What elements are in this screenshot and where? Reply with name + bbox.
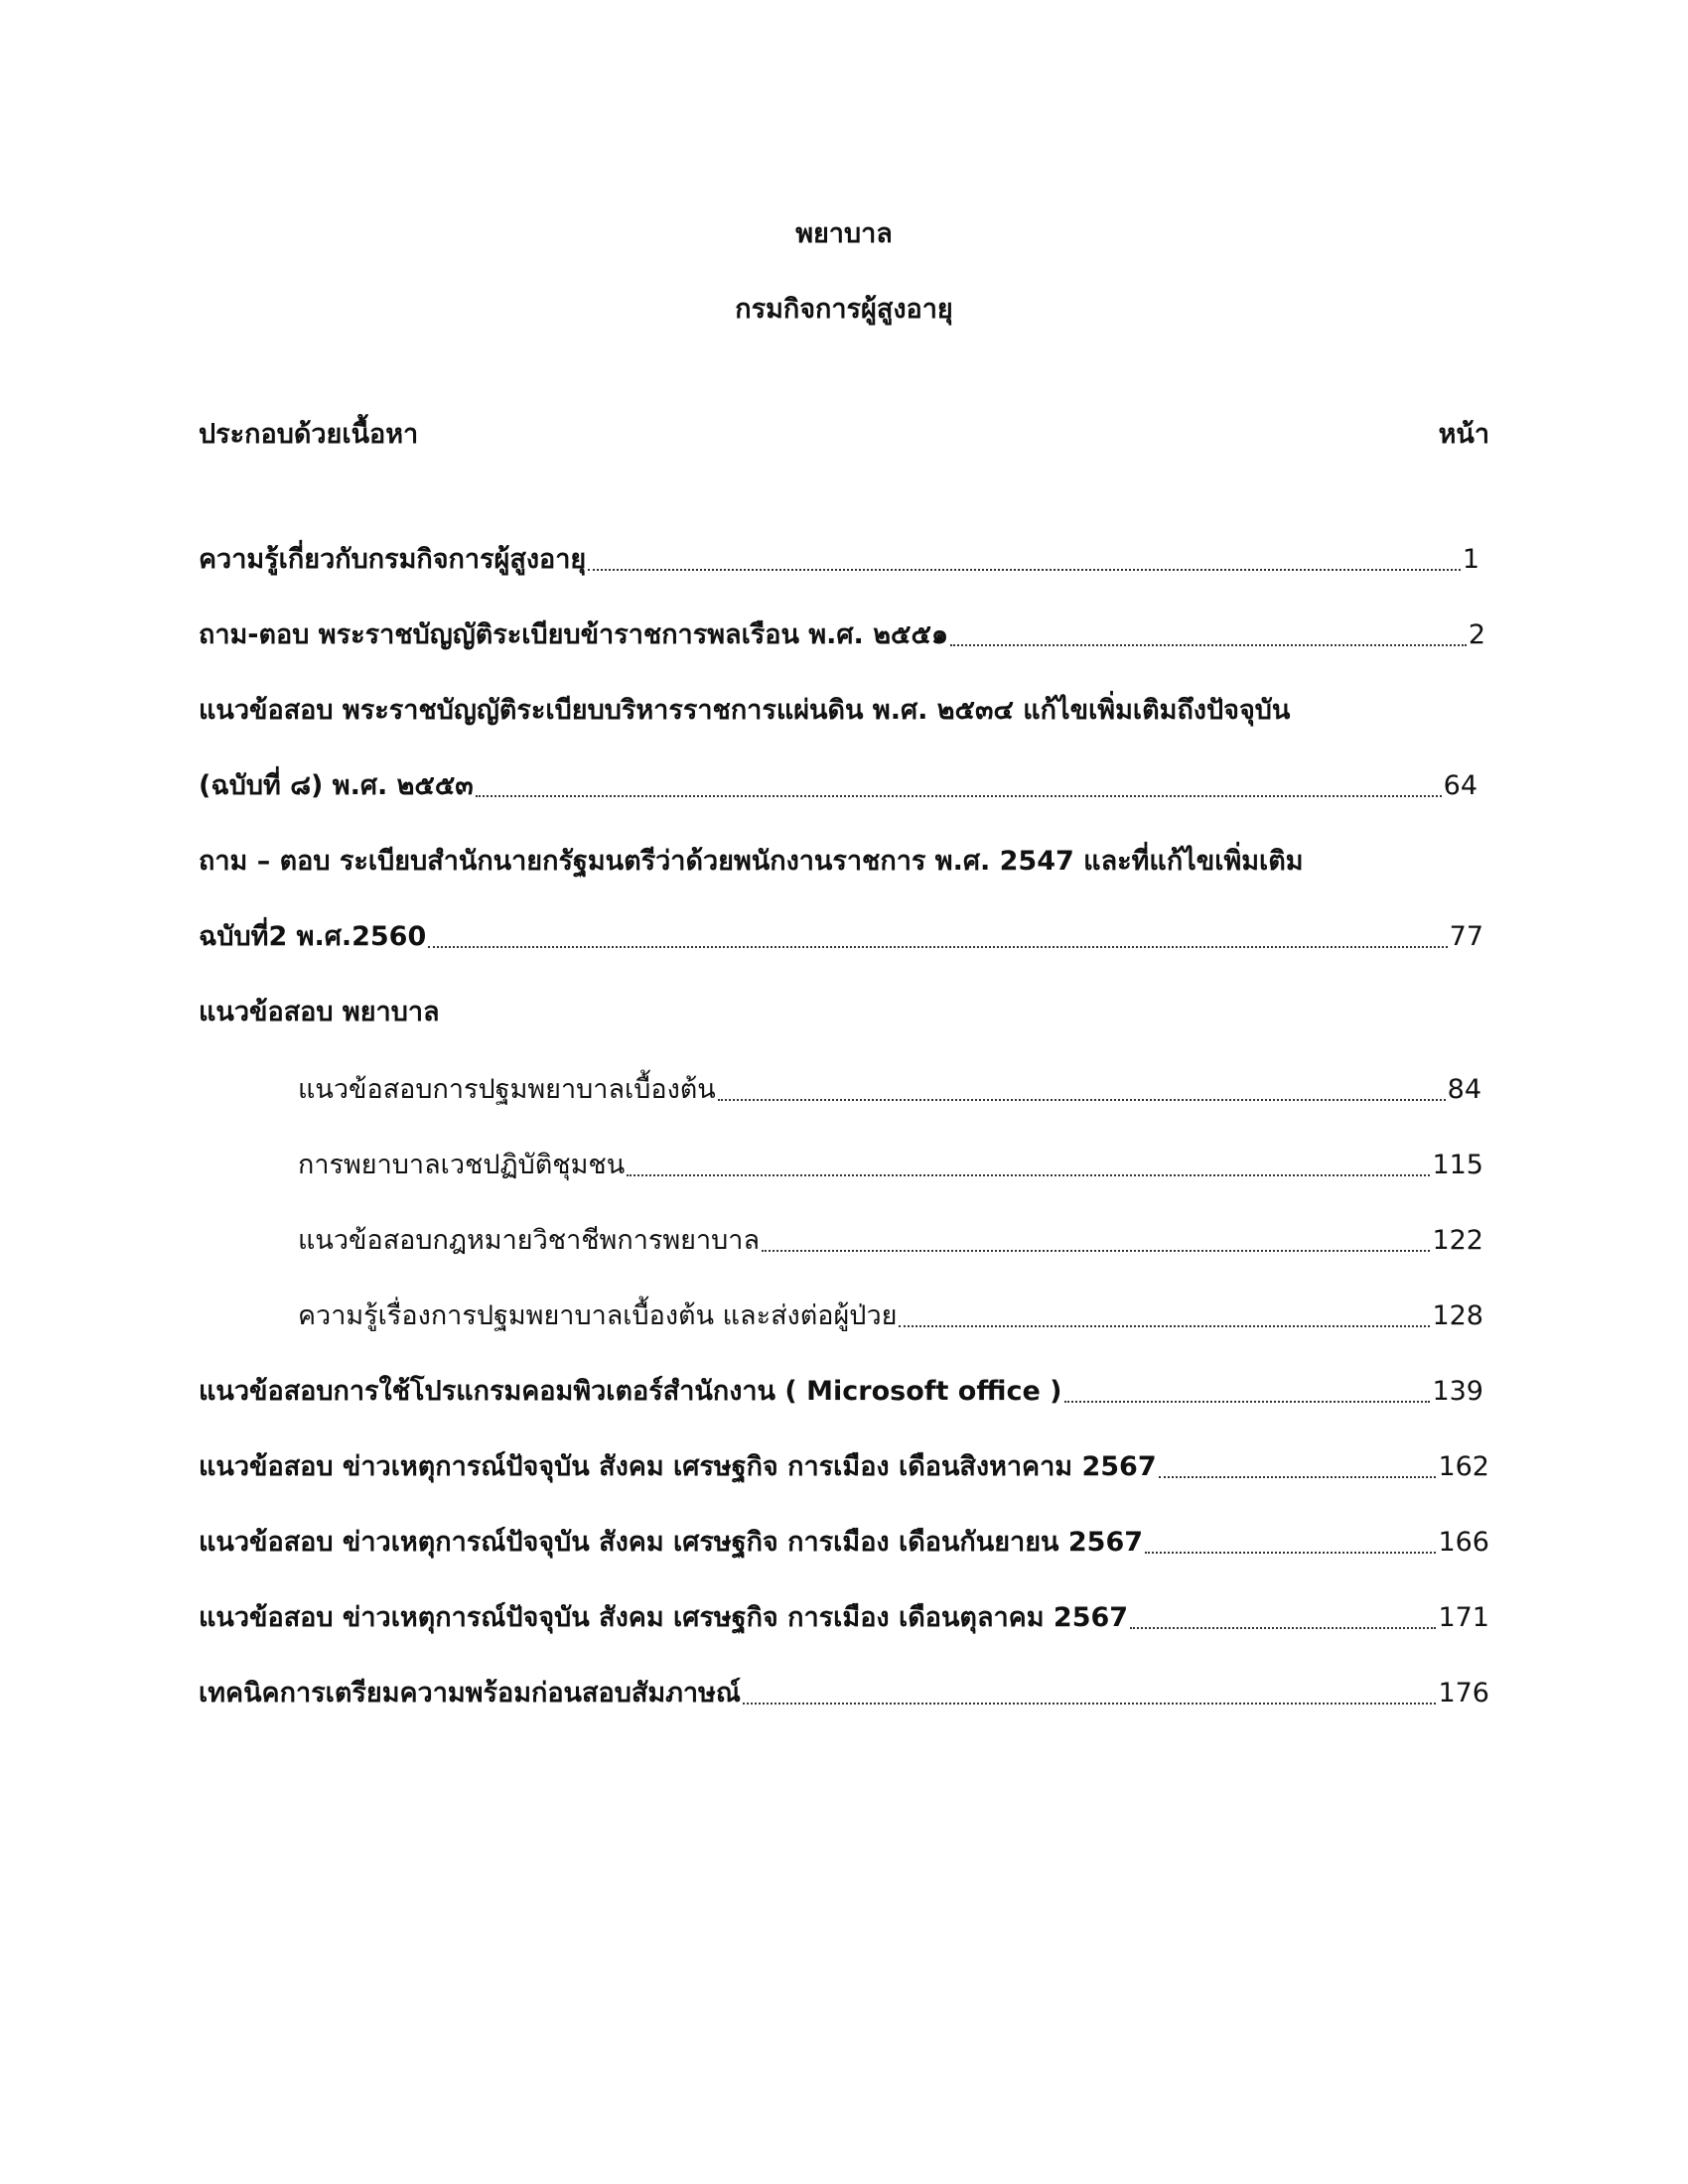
document-title: พยาบาล — [795, 218, 893, 249]
toc-entry-page: 176 — [1438, 1678, 1489, 1708]
toc-entry[interactable] — [199, 615, 1485, 655]
toc-entry[interactable] — [199, 1447, 1489, 1487]
toc-entry-title: ความรู้เรื่องการปฐมพยาบาลเบื้องต้น และส่งต่อผู้ป่วย — [298, 1300, 898, 1331]
toc-entry-page: 171 — [1438, 1602, 1489, 1633]
toc-entry-page: 64 — [1443, 770, 1477, 801]
toc-entry-title-line: ถาม – ตอบ ระเบียบสำนักนายกรัฐมนตรีว่าด้วยพนักงานราชการ พ.ศ. 2547 และที่แก้ไขเพิ่มเติม — [199, 846, 1304, 877]
toc-entry[interactable] — [199, 766, 1477, 806]
toc-leader-dots — [762, 1250, 1430, 1252]
toc-entry-title: แนวข้อสอบ ข่าวเหตุการณ์ปัจจุบัน สังคม เศรษฐกิจ การเมือง เดือนตุลาคม 2567 — [199, 1602, 1129, 1633]
toc-entry[interactable] — [199, 1598, 1489, 1638]
toc-entry-page: 77 — [1449, 921, 1483, 952]
toc-entry-title: ถาม-ตอบ พระราชบัญญัติระเบียบข้าราชการพลเรือน พ.ศ. ๒๕๕๑ — [199, 619, 949, 650]
toc-entry-title: การพยาบาลเวชปฏิบัติชุมชน — [298, 1150, 626, 1180]
toc-entry-page: 2 — [1468, 619, 1485, 650]
toc-leader-dots — [1145, 1552, 1436, 1554]
contents-header — [199, 415, 1489, 455]
page-column-label: หน้า — [1438, 419, 1489, 450]
toc-leader-dots — [1159, 1476, 1437, 1478]
toc-entry[interactable] — [199, 1372, 1483, 1412]
toc-entry-title: (ฉบับที่ ๘) พ.ศ. ๒๕๕๓ — [199, 770, 474, 801]
toc-entry-title: ฉบับที่2 พ.ศ.2560 — [199, 921, 427, 952]
toc-entry-page: 84 — [1447, 1074, 1481, 1105]
toc-entry-title: แนวข้อสอบการปฐมพยาบาลเบื้องต้น — [298, 1074, 716, 1105]
toc-entry-title: แนวข้อสอบการใช้โปรแกรมคอมพิวเตอร์สำนักงาน ( Microsoft office ) — [199, 1376, 1062, 1407]
toc-subentry[interactable] — [298, 1070, 1481, 1110]
toc-entry-page: 1 — [1462, 544, 1479, 575]
toc-leader-dots — [899, 1325, 1430, 1327]
toc-leader-dots — [428, 946, 1447, 948]
toc-leader-dots — [1064, 1401, 1431, 1403]
toc-leader-dots — [476, 795, 1442, 797]
toc-subentry[interactable] — [298, 1221, 1483, 1261]
toc-entry[interactable] — [199, 1523, 1489, 1563]
toc-leader-dots — [743, 1703, 1437, 1705]
toc-entry-page: 115 — [1432, 1150, 1483, 1180]
toc-leader-dots — [950, 644, 1467, 646]
document-subtitle: กรมกิจการผู้สูงอายุ — [735, 294, 953, 325]
toc-subentry[interactable] — [298, 1146, 1483, 1185]
toc-entry-title: แนวข้อสอบ ข่าวเหตุการณ์ปัจจุบัน สังคม เศรษฐกิจ การเมือง เดือนสิงหาคาม 2567 — [199, 1451, 1157, 1482]
toc-subentry[interactable] — [298, 1297, 1483, 1336]
toc-entry-title: เทคนิคการเตรียมความพร้อมก่อนสอบสัมภาษณ์ — [199, 1678, 741, 1708]
toc-entry-title-line: แนวข้อสอบ พระราชบัญญัติระเบียบบริหารราชการแผ่นดิน พ.ศ. ๒๕๓๔ แก้ไขเพิ่มเติมถึงปัจจุบัน — [199, 695, 1291, 726]
contents-label: ประกอบด้วยเนื้อหา — [199, 419, 419, 450]
toc-entry-page: 162 — [1438, 1451, 1489, 1482]
toc-leader-dots — [718, 1099, 1446, 1101]
toc-entry[interactable] — [199, 540, 1479, 580]
toc-leader-dots — [1130, 1627, 1436, 1629]
toc-section-heading: แนวข้อสอบ พยาบาล — [199, 997, 440, 1027]
toc-leader-dots — [627, 1174, 1430, 1176]
toc-entry-title: ความรู้เกี่ยวกับกรมกิจการผู้สูงอายุ — [199, 544, 587, 575]
toc-leader-dots — [588, 569, 1461, 571]
toc-entry[interactable] — [199, 917, 1483, 957]
toc-entry[interactable] — [199, 1674, 1489, 1713]
toc-entry-page: 166 — [1438, 1527, 1489, 1558]
toc-entry-page: 128 — [1432, 1300, 1483, 1331]
toc-entry-page: 139 — [1432, 1376, 1483, 1407]
toc-entry-title: แนวข้อสอบ ข่าวเหตุการณ์ปัจจุบัน สังคม เศรษฐกิจ การเมือง เดือนกันยายน 2567 — [199, 1527, 1144, 1558]
toc-entry-page: 122 — [1432, 1225, 1483, 1256]
toc-entry-title: แนวข้อสอบกฎหมายวิชาชีพการพยาบาล — [298, 1225, 760, 1256]
